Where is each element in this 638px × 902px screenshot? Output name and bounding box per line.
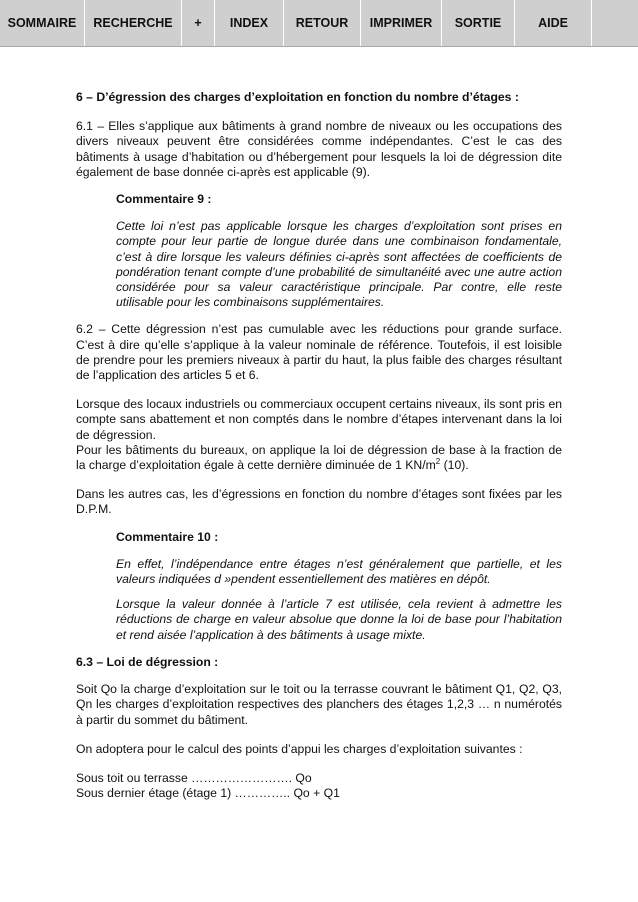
line-sous-dernier-etage: Sous dernier étage (étage 1) ………….. Qo + Q1 [76, 786, 340, 801]
document-page [76, 90, 562, 801]
paragraph-qo-definition: Soit Qo la charge d’exploitation sur le toit ou la terrasse couvrant le bâtiment Q1, Q2, Q3, Qn les charges d’exploitation respectives des planchers des étages 1,2,3 … n numérotés à partir du sommet du bâtiment. [76, 682, 562, 727]
nav-plus[interactable]: + [194, 16, 202, 30]
nav-sortie[interactable]: SORTIE [454, 16, 502, 30]
comment-9-title: Commentaire 9 : [116, 192, 212, 207]
nav-imprimer[interactable]: IMPRIMER [369, 16, 433, 30]
nav-sommaire[interactable]: SOMMAIRE [7, 16, 77, 30]
paragraph-locaux: Lorsque des locaux industriels ou commerciaux occupent certains niveaux, ils sont pris en compte sans abattement et non comptés dans le nombre d’étapes intervenant dans la loi de dégression. [76, 397, 562, 442]
line-sous-toit: Sous toit ou terrasse ……………………. Qo [76, 770, 312, 785]
paragraph-bureaux [76, 443, 562, 473]
paragraph-adoption: On adoptera pour le calcul des points d’appui les charges d’exploitation suivantes : [76, 741, 523, 756]
navigation-bar [0, 0, 638, 47]
comment-10-text-a: En effet, l’indépendance entre étages n’est généralement que partielle, et les valeurs indiquées d »pendent essentiellement des matières en dépôt. [116, 556, 562, 587]
comment-9-text: Cette loi n’est pas applicable lorsque les charges d’exploitation sont prises en compte pour leur partie de longue durée dans une combinaison fondamentale, c’est à dire lorsque les valeurs définies ci-après sont affectées de coefficients de pondération tenant compte d’une probabilité de simultanéité avec une autre action considérée pour sa valeur caractéristique principale. Par contre, elle reste utilisable pour les combinaisons supplémentaires. [116, 219, 562, 310]
paragraph-6-2: 6.2 – Cette dégression n’est pas cumulable avec les réductions pour grande surface. C’est à dire qu’elle s’applique à la valeur nominale de référence. Toutefois, il est loisible de prendre pour les premiers niveaux à partir du haut, la plus faible des charges résultant de l’application des articles 5 et 6. [76, 322, 562, 383]
paragraph-autres-cas: Dans les autres cas, les d’égressions en fonction du nombre d’étages sont fixées par les D.P.M. [76, 487, 562, 517]
nav-recherche[interactable]: RECHERCHE [93, 16, 173, 30]
section-heading-6-3: 6.3 – Loi de dégression : [76, 654, 219, 669]
bureaux-text: Pour les bâtiments du bureaux, on applique la loi de dégression de base à la fraction de la charge d’exploitation égale à cette dernière diminuée de 1 KN/m [76, 442, 562, 473]
section-heading-6: 6 – D’égression des charges d’exploitation en fonction du nombre d’étages : [76, 90, 519, 104]
comment-10-text-b: Lorsque la valeur donnée à l’article 7 est utilisée, cela revient à admettre les réductions de charge en valeur absolue que donne la loi de base pour l’habitation et rend aisée l’application à des bâtiments à usage mixte. [116, 597, 562, 642]
nav-retour[interactable]: RETOUR [295, 16, 349, 30]
bureaux-text-end: (10). [440, 458, 469, 473]
bureaux-superscript: 2 [435, 457, 441, 466]
paragraph-6-1: 6.1 – Elles s’applique aux bâtiments à grand nombre de niveaux ou les occupations des divers niveaux peuvent être considérées comme indépendantes. C’est le cas des bâtiments à usage d’habitation ou d’hébergement pour lesquels la loi de dégression dite également de base donnée ci-après est applicable (9). [76, 119, 562, 179]
comment-10-title: Commentaire 10 : [116, 529, 219, 544]
nav-separator [591, 0, 592, 46]
nav-index[interactable]: INDEX [229, 16, 269, 30]
nav-aide[interactable]: AIDE [538, 16, 568, 30]
